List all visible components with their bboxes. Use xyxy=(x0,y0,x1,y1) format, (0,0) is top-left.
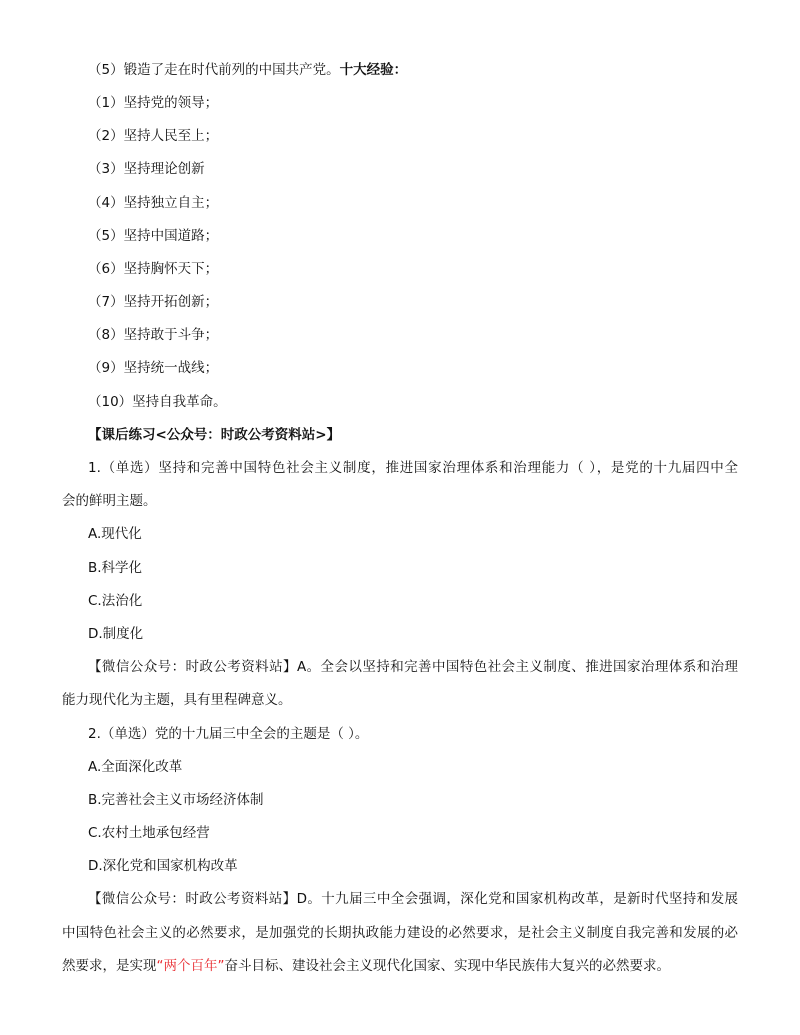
experience-item: （2）坚持人民至上； xyxy=(88,128,219,144)
experience-item: （10）坚持自我革命。 xyxy=(88,394,227,410)
experience-item: （1）坚持党的领导； xyxy=(88,95,219,111)
intro-text: （5）锻造了走在时代前列的中国共产党。 xyxy=(88,62,340,78)
experience-item: （5）坚持中国道路； xyxy=(88,228,219,244)
experience-item: （7）坚持开拓创新； xyxy=(88,294,219,310)
question-1-answer-line-1: 【微信公众号：时政公考资料站】A。全会以坚持和完善中国特色社会主义制度、推进国家治理体系和治理 xyxy=(88,659,738,675)
question-2-option: C.农村土地承包经营 xyxy=(88,825,210,841)
question-1-answer-line-2: 能力现代化为主题，具有里程碑意义。 xyxy=(62,692,292,708)
section-title: 【课后练习<公众号：时政公考资料站>】 xyxy=(88,427,341,443)
experience-item: （4）坚持独立自主； xyxy=(88,195,219,211)
intro-line xyxy=(88,60,738,80)
question-2-option: A.全面深化改革 xyxy=(88,759,183,775)
experience-item: （8）坚持敢于斗争； xyxy=(88,327,219,343)
answer-text: 然要求，是实现 xyxy=(62,958,157,974)
question-2-answer-line-1: 【微信公众号：时政公考资料站】D。十九届三中全会强调，深化党和国家机构改革，是新时代坚持和发展 xyxy=(88,891,738,907)
experience-item: （6）坚持胸怀天下； xyxy=(88,261,219,277)
answer-text: 奋斗目标、建设社会主义现代化国家、实现中华民族伟大复兴的必然要求。 xyxy=(224,958,670,974)
question-2-option: B.完善社会主义市场经济体制 xyxy=(88,792,264,808)
question-1-option: D.制度化 xyxy=(88,626,144,642)
question-2-answer-line-3 xyxy=(62,956,738,976)
question-2-line-1: 2.（单选）党的十九届三中全会的主题是（ ）。 xyxy=(88,726,369,742)
question-2-answer-line-2: 中国特色社会主义的必然要求，是加强党的长期执政能力建设的必然要求，是社会主义制度自我完善和发展的必 xyxy=(62,925,738,941)
question-2-option: D.深化党和国家机构改革 xyxy=(88,858,238,874)
question-1-option: C.法治化 xyxy=(88,593,143,609)
question-1-line-1: 1.（单选）坚持和完善中国特色社会主义制度，推进国家治理体系和治理能力（ ），是党的十九届四中全 xyxy=(88,460,738,476)
experience-item: （9）坚持统一战线； xyxy=(88,360,219,376)
experience-item: （3）坚持理论创新 xyxy=(88,161,205,177)
question-1-option: A.现代化 xyxy=(88,526,142,542)
highlight-text: “两个百年” xyxy=(156,958,225,974)
intro-bold-text: 十大经验： xyxy=(339,62,408,78)
question-1-line-2: 会的鲜明主题。 xyxy=(62,493,157,509)
question-1-option: B.科学化 xyxy=(88,560,143,576)
